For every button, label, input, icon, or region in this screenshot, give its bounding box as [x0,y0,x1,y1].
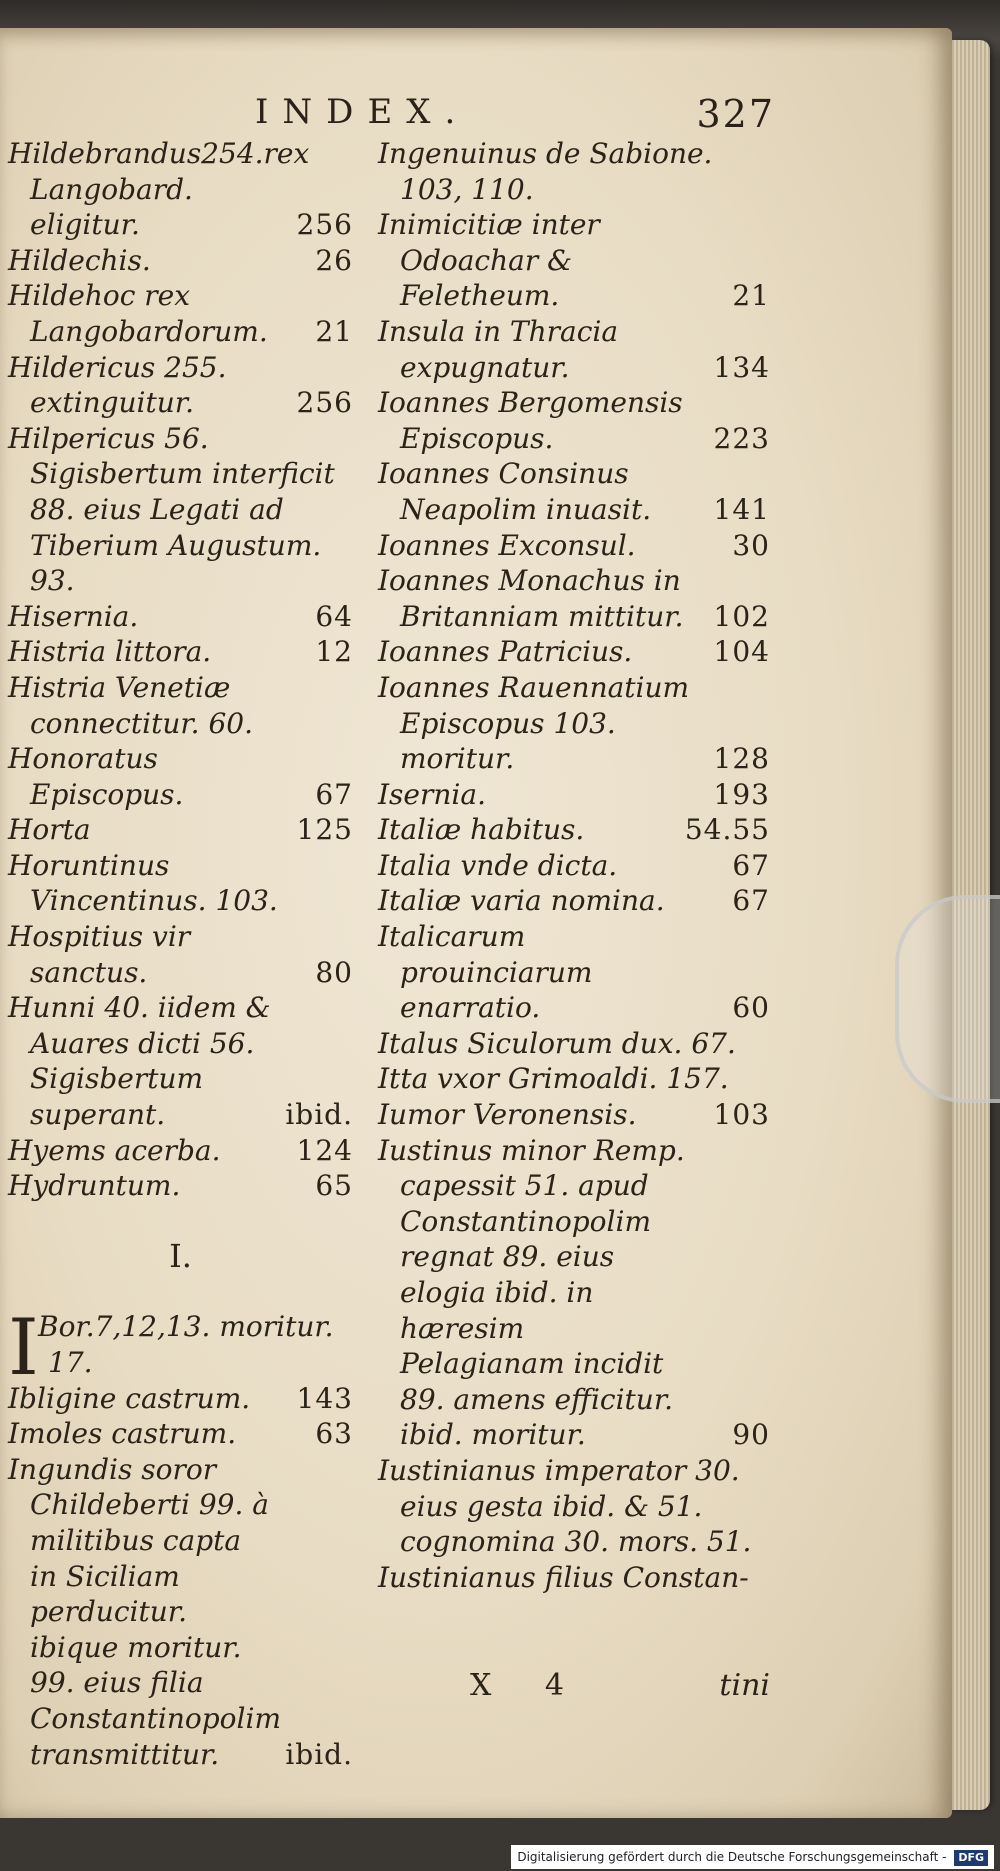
entry-page-ref: 64 [315,599,353,633]
header-title: INDEX. [255,92,470,132]
entry-page-ref: 90 [732,1418,770,1452]
index-entry [8,350,353,421]
index-entry [378,848,770,884]
index-entry-bor [8,1303,353,1394]
entry-text: Imoles castrum. [8,1417,237,1451]
entry-text: Hildechis. [8,243,151,277]
index-entry [378,456,770,527]
drop-cap: I [8,1303,39,1394]
index-entry [378,314,770,385]
index-entry [378,883,770,919]
index-entry [378,136,770,207]
entry-text: Ingenuinus de Sabione. 103, 110. [378,137,713,206]
dfg-logo: DFG [954,1850,988,1866]
index-entry [378,385,770,456]
index-entry [378,1453,770,1560]
entry-page-ref: 54.55 [684,813,770,847]
index-entry [378,812,770,848]
entry-page-ref: 223 [713,421,770,455]
index-entry [8,136,353,243]
index-entry [378,1097,770,1133]
entry-text: Horuntinus Vincentinus. 103. [8,848,278,918]
index-entry [378,777,770,813]
index-column-left [8,136,353,1772]
entry-page-ref: 65 [315,1169,353,1203]
entry-text: Ioannes Patricius. [378,635,633,669]
entry-page-ref: 21 [315,314,353,348]
index-entry [8,670,353,741]
entry-text: Hunni 40. iidem & Auares dicti 56. Sigisbertum superant. [8,991,271,1132]
page-footer [470,1668,770,1708]
entry-page-ref: 30 [732,528,770,562]
entry-page-ref: 104 [713,635,770,669]
entry-text: Hyems acerba. [8,1133,221,1167]
index-entry [378,634,770,670]
entry-text: Iustinianus imperator 30. eius gesta ibid. & 51. cognomina 30. mors. 51. [378,1453,752,1559]
signature-mark: X 4 [470,1668,586,1703]
entry-text: Italiæ habitus. [378,813,585,847]
entry-text: Italus Siculorum dux. 67. [378,1026,736,1060]
entry-text: Inimicitiæ inter Odoachar & Feletheum. [378,208,600,313]
entry-text: Ingundis soror Childeberti 99. à militibus capta in Siciliam perducitur. ibique moritur. 99. eius filia Constantinopolim transmittitur. [8,1452,282,1771]
entry-page-ref: 124 [296,1133,353,1167]
entry-page-ref: 102 [713,599,770,633]
index-entry [378,670,770,777]
entry-page-ref: 60 [732,991,770,1025]
credit-text: Digitalisierung gefördert durch die Deutsche Forschungsgemeinschaft - [517,1850,947,1864]
entry-text: Hildebrandus254.rex Langobard. eligitur. [8,137,310,242]
entry-page-ref: 67 [732,848,770,882]
entry-text: Hisernia. [8,599,139,633]
index-entry [8,990,353,1132]
index-entry [8,421,353,599]
entry-page-ref: 256 [296,208,353,242]
left-entries-top [8,136,353,1204]
entry-text: Italicarum prouinciarum enarratio. [378,920,593,1025]
bookmark-clip [895,895,1000,1103]
entry-text: Iustinus minor Remp. capessit 51. apud Constantinopolim regnat 89. eius elogia ibid. in hæresim Pelagianam incidit 89. amens efficitur. ibid. moritur. [378,1133,685,1452]
index-entry [8,599,353,635]
index-entry [378,919,770,1026]
entry-text: Hilpericus 56. Sigisbertum interficit 88. eius Legati ad Tiberium Augustum. 93. [8,421,335,598]
entry-text: Itta vxor Grimoaldi. 157. [378,1062,729,1096]
entry-page-ref: 12 [315,635,353,669]
entry-page-ref: 125 [296,813,353,847]
entry-text: Bor.7,12,13. moritur. 17. [38,1310,334,1379]
index-column-right [378,136,770,1595]
digitization-credit [511,1845,994,1869]
entry-text: Insula in Thracia expugnatur. [378,314,619,384]
index-entry [8,1416,353,1452]
index-entry [8,1168,353,1204]
entry-page-ref: 26 [315,243,353,277]
entry-text: Iustinianus filius Constan- [378,1560,749,1594]
entry-text: Hildehoc rex Langobardorum. [8,279,268,348]
page-number: 327 [696,92,775,136]
index-entry [8,919,353,990]
entry-text: Hydruntum. [8,1169,181,1203]
entry-page-ref: 63 [315,1417,353,1451]
entry-text: Histria Venetiæ connectitur. 60. [8,670,253,740]
index-entry [8,741,353,812]
entry-page-ref: 143 [296,1381,353,1415]
entry-text: Histria littora. [8,635,212,669]
section-letter: I. [169,1236,192,1275]
entry-text: Ioannes Bergomensis Episcopus. [378,386,683,455]
left-entries-bottom [8,1381,353,1773]
index-entry [8,848,353,919]
index-entry [8,634,353,670]
catchword: tini [719,1668,770,1703]
entry-text: Horta [8,813,91,847]
entry-page-ref: ibid. [285,1737,353,1771]
entry-text: Ioannes Exconsul. [378,528,636,562]
entry-text: Isernia. [378,777,486,811]
entry-page-ref: 141 [713,492,770,526]
entry-page-ref: 134 [713,350,770,384]
entry-text: Ioannes Rauennatium Episcopus 103. moritur. [378,670,690,776]
entry-page-ref: 128 [713,742,770,776]
index-entry [8,243,353,279]
entry-page-ref: 256 [296,386,353,420]
index-entry [378,1061,770,1097]
entry-page-ref: 103 [713,1098,770,1132]
index-entry [8,1452,353,1772]
entry-page-ref: 67 [732,884,770,918]
index-entry [8,1133,353,1169]
index-entry [378,207,770,314]
entry-text: Hildericus 255. extinguitur. [8,350,227,420]
index-entry [378,1133,770,1453]
entry-text: Ibligine castrum. [8,1381,251,1415]
entry-text: Italiæ varia nomina. [378,884,665,918]
entry-text: Hospitius vir sanctus. [8,920,191,989]
entry-text: Honoratus Episcopus. [8,742,184,811]
entry-text: Ioannes Consinus Neapolim inuasit. [378,457,652,526]
entry-text: Iumor Veronensis. [378,1098,637,1132]
running-header [255,92,775,142]
entry-text: Italia vnde dicta. [378,848,618,882]
index-entry [378,1026,770,1062]
index-entry [8,1381,353,1417]
index-entry [378,1560,770,1596]
index-entry [8,278,353,349]
entry-page-ref: 21 [732,279,770,313]
entry-text: Ioannes Monachus in Britanniam mittitur. [378,564,684,633]
index-entry [378,563,770,634]
index-entry [378,528,770,564]
entry-page-ref: 67 [315,777,353,811]
entry-page-ref: 80 [315,955,353,989]
entry-page-ref: ibid. [285,1098,353,1132]
entry-page-ref: 193 [713,777,770,811]
index-entry [8,812,353,848]
